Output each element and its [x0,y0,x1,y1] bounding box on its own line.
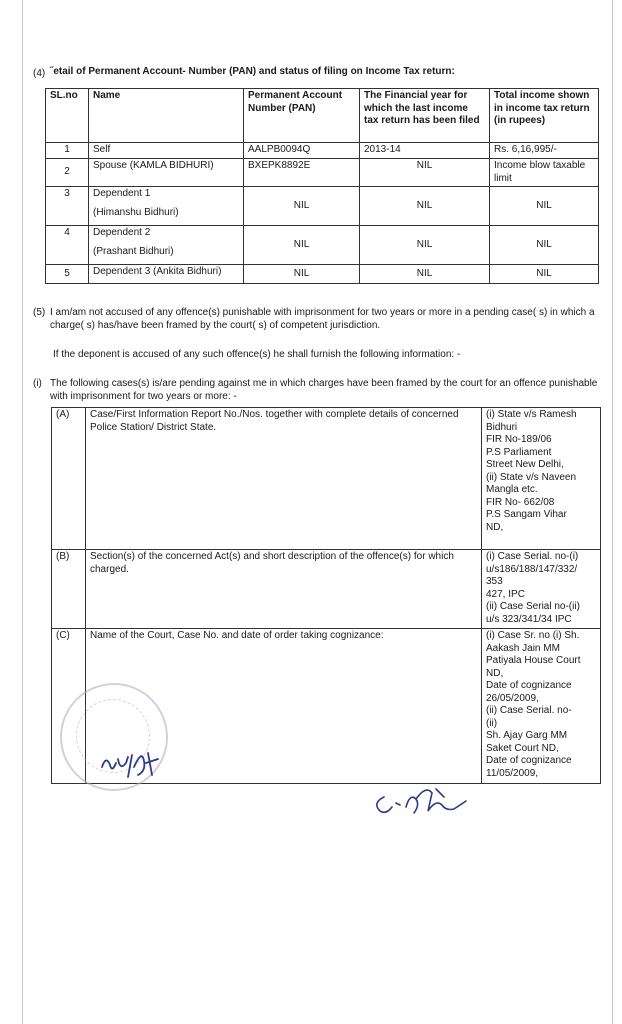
row-year: NIL [360,226,490,265]
row-income: NIL [490,187,599,226]
page-margin-line-right [612,0,613,1024]
pan-table-header [46,89,599,143]
detail-line: FIR No- 662/08 [486,496,555,508]
row-year: NIL [360,187,490,226]
row-slno: 4 [46,226,89,265]
row-name-line1: Dependent 1 [93,188,151,199]
row-year: NIL [360,265,490,284]
case-label: (B) [52,550,86,629]
case-detail [482,629,601,784]
detail-line: 427, IPC [486,588,525,600]
case-label: (A) [52,408,86,550]
detail-line: Bidhuri [486,421,518,433]
detail-line: (ii) Case Serial no-(ii) [486,601,580,612]
section-4-number: (4) [33,68,46,79]
section-5-note: If the deponent is accused of any such offence(s) he shall furnish the following information: - [53,349,461,360]
detail-line: (i) Case Serial. no-(i) [486,551,579,562]
section-5-number: (5) [33,307,46,318]
detail-line: Date of cognizance [486,755,572,766]
detail-line: Patiyala House Court [486,655,581,666]
row-name: Dependent 3 (Ankita Bidhuri) [89,265,244,284]
table-row [46,143,599,159]
stamp-handwritten-initials [98,745,166,785]
detail-line: ND, [486,667,504,679]
deponent-signature [370,785,485,825]
detail-line: FIR No-189/06 [486,434,552,445]
table-row [46,226,599,265]
header-total-income: Total income shown in income tax return (in rupees) [490,89,599,143]
row-name-line1: Dependent 2 [93,227,151,238]
case-detail [482,550,601,629]
header-name: Name [89,89,244,143]
case-description: Section(s) of the concerned Act(s) and short description of the offence(s) for which charged. [86,550,482,629]
row-name: Self [89,143,244,159]
row-slno: 5 [46,265,89,284]
row-name-line2: (Himanshu Bidhuri) [93,206,179,218]
detail-line: (ii) [486,717,498,729]
row-name [89,226,244,265]
row-name [89,187,244,226]
header-slno: SL.no [46,89,89,143]
header-pan: Permanent Account Number (PAN) [244,89,360,143]
detail-line: (i) Case Sr. no (i) Sh. [486,630,580,641]
detail-line: 26/05/2009, [486,692,539,704]
section-i-number: (i) [33,378,42,389]
detail-line: ND, [486,521,504,533]
table-row [46,187,599,226]
detail-line: u/s186/188/147/332/ [486,563,578,575]
detail-line: (ii) State v/s Naveen [486,471,577,483]
row-pan: BXEPK8892E [244,159,360,187]
row-income: NIL [490,226,599,265]
detail-line: Street New Delhi, [486,459,564,470]
pan-table [45,88,599,284]
row-pan: NIL [244,226,360,265]
table-row [52,550,601,629]
detail-line: (ii) Case Serial. no- [486,705,572,716]
detail-line: P.S Sangam Vihar [486,509,567,520]
case-label: (C) [52,629,86,784]
row-income: Rs. 6,16,995/- [490,143,599,159]
row-year: 2013-14 [360,143,490,159]
case-description: Name of the Court, Case No. and date of order taking cognizance: [86,629,482,784]
row-pan: AALPB0094Q [244,143,360,159]
case-description: Case/First Information Report No./Nos. together with complete details of concerned Police Station/ District State. [86,408,482,550]
row-year: NIL [360,159,490,187]
row-slno: 1 [46,143,89,159]
row-income: NIL [490,265,599,284]
table-row [46,265,599,284]
row-pan: NIL [244,265,360,284]
row-name-line2: (Prashant Bidhuri) [93,245,174,257]
detail-line: Sh. Ajay Garg MM [486,730,568,741]
header-financial-year: The Financial year for which the last income tax return has been filed [360,89,490,143]
detail-line: Saket Court ND, [486,742,559,754]
row-slno: 3 [46,187,89,226]
detail-line: Mangla etc. [486,484,538,495]
detail-line: P.S Parliament [486,446,552,458]
page-margin-line-left [22,0,23,1024]
section-4-title: ˝etail of Permanent Account- Number (PAN) and status of filing on Income Tax return: [50,66,455,77]
detail-line: Date of cognizance [486,680,572,691]
detail-line: 353 [486,576,503,587]
detail-line: (i) State v/s Ramesh [486,409,577,420]
section-5-text: I am/am not accused of any offence(s) punishable with imprisonment for two years or more in a pending case( s) in which a charge( s) has/have been framed by the court( s) of competent jurisdiction. [50,307,595,331]
table-row [52,408,601,550]
row-name: Spouse (KAMLA BIDHURI) [89,159,244,187]
detail-line: Aakash Jain MM [486,642,560,654]
section-i-text: The following cases(s) is/are pending against me in which charges have been framed by the court for an offence punishable with imprisonment for two years or more: - [50,378,598,402]
row-slno: 2 [46,159,89,187]
row-income: Income blow taxable limit [490,159,599,187]
detail-line: u/s 323/341/34 IPC [486,613,572,625]
case-detail [482,408,601,550]
detail-line: 11/05/2009, [486,767,539,779]
row-pan: NIL [244,187,360,226]
table-row [46,159,599,187]
